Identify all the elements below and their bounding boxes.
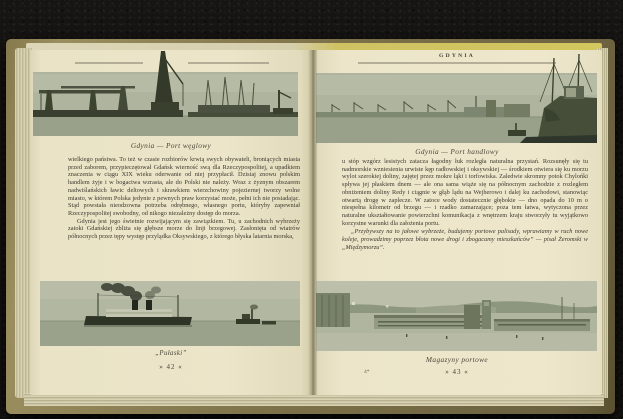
left-page-body xyxy=(68,156,300,241)
paragraph: Gdynia jest jego świetnie rozwijającym się zawiązkiem. Tu, u zachodnich wybrzeży zatoki Gdańskiej zbliża się głębsze morze do linji brzegowej. Zasłonięta od wiatrów północnych przez tępy występ przylądka Oksywskiego, z którego błyska latarnia morska, xyxy=(68,217,300,241)
caption-pulaski: „Pułaski” xyxy=(155,350,187,357)
book-gutter xyxy=(308,50,317,395)
caption-port-handlowy: Gdynia — Port handlowy xyxy=(415,147,499,156)
photo-magazyny-portowe xyxy=(316,281,597,351)
caption-magazyny-portowe: Magazyny portowe xyxy=(425,355,489,364)
left-page xyxy=(30,50,312,395)
page-number-42: » 42 « xyxy=(159,363,183,371)
page-number-43: » 43 « xyxy=(445,368,469,376)
right-page xyxy=(312,50,602,395)
photo-port-weglowy xyxy=(33,50,298,138)
photo-pulaski-steamship xyxy=(40,281,300,346)
running-head-gdynia: GDYNIA xyxy=(439,53,475,59)
caption-port-weglowy: Gdynia — Port węglowy xyxy=(130,141,212,150)
photo-port-handlowy xyxy=(316,50,597,143)
paragraph: u stóp wzgórz lesistych zatacza łagodny łuk rozległa naturalna przystań. Rozsunęły się tu nadmorskie wzniesienia urwiste kęp radłowskiej i oksywskiej — środkiem otwiera się ku morzu wylot szerokiej doliny, zajętej przez mokre łąki i torfowiska. Zaledwie skromny potok Chylońki spływa jej płaskiem dnem — ale ona sama wiąże się na północnym zachodzie z rozległem obniżeniem doliny Redy i ciągnie w głąb lądu na Wejherowo i dalej ku zachodowi, stanowiąc otwartą drogę w zaplecze. W zatoce wody dostatecznie głębokie — dno opada do 10 m o niespełna kilometr od brzegu — i rzadko zamarzające; poza tem łatwa, wytyczona przez naturalne ukształtowanie powierzchni komunikacja z wnętrzem kraju stworzyły tu wyjątkowo korzystne warunki dla założenia portu. xyxy=(342,158,588,227)
right-page-body xyxy=(342,158,588,251)
paragraph: wielkiego państwa. To też w czasie rozbiorów krwią swych obywateli, broniących miasta przed zaborem, przypieczętował Gdańsk wierność swą dla Rzeczypospolitej, a upadkiem znaczenia w ciągu XIX wieku oderwanie od niej przypłacił. Dzisiaj znowu polskim handlem żyje i w bogactwa wzrasta, ale do Polski nie należy. Wraz z żyznym obszarem nadwiślańskich ławic deltowych i skrawkiem wierzchowiny pojeziernej tworzy wolne miasto, w którem Polska jedynie z pewnych praw korzystać może, pełni ich nie posiadając. Stąd powstała nieodzowna potrzeba odrębnego, własnego portu, któryby zapewniał Rzeczypospolitej swobodny, od nikogo niezależny dostęp do morza. xyxy=(68,156,300,217)
printer-signature-mark: 4* xyxy=(364,369,370,375)
zeromski-quote: „Przybywszy na to jałowe wybrzeże, budujemy portowe palisady, wprawiamy w ruch nowe koleje, prowadzimy poprzez błota nowe drogi i zbogacamy mieszkańców” — pisał Żeromski w „Międzymorzu”. xyxy=(342,228,588,251)
